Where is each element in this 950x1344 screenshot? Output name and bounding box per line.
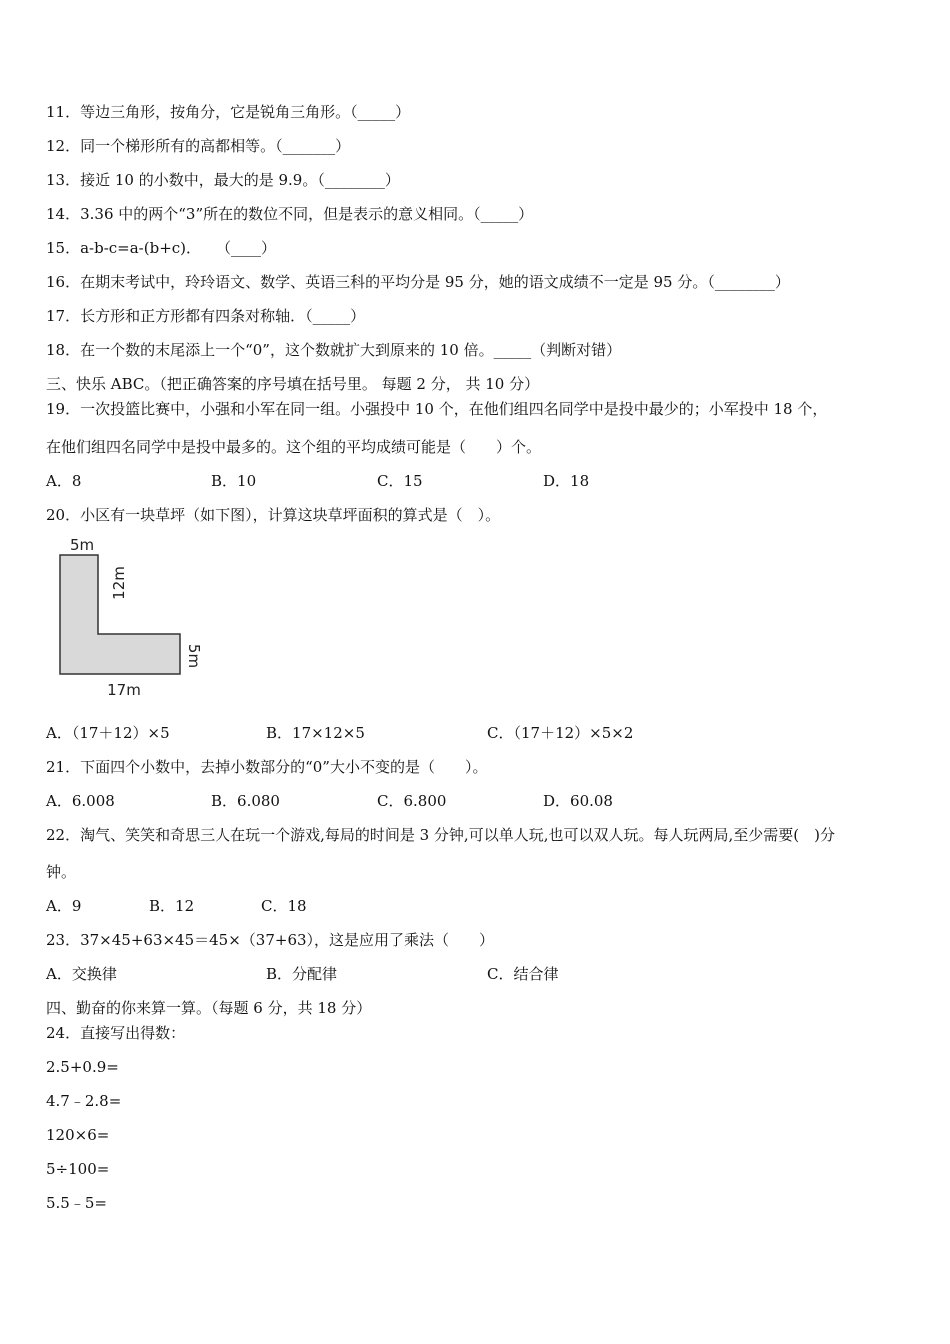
option-b: B．10 — [211, 472, 257, 490]
option-c: C．（17＋12）×5×2 — [487, 724, 634, 742]
option-c: C．6.800 — [377, 792, 447, 810]
section-4-title: 四、勤奋的你来算一算。（每题 6 分，共 18 分） — [46, 999, 372, 1017]
question-11: 11．等边三角形，按角分，它是锐角三角形。（_____） — [46, 103, 411, 121]
question-17: 17．长方形和正方形都有四条对称轴．（_____） — [46, 307, 366, 325]
section-3-title: 三、快乐 ABC。（把正确答案的序号填在括号里。 每题 2 分， 共 10 分） — [46, 375, 540, 393]
question-20: 20．小区有一块草坪（如下图），计算这块草坪面积的算式是（ ）。 — [46, 506, 501, 524]
question-12: 12．同一个梯形所有的高都相等。（_______） — [46, 137, 351, 155]
question-16: 16．在期末考试中，玲玲语文、数学、英语三科的平均分是 95 分，她的语文成绩不一定是 95 分。（________） — [46, 273, 790, 291]
question-22-line-1: 22．淘气、笑笑和奇思三人在玩一个游戏,每局的时间是 3 分钟,可以单人玩,也可以双人玩。每人玩两局,至少需要( )分 — [46, 826, 835, 844]
right-dimension-label: 5m — [185, 643, 203, 669]
option-d: D．18 — [543, 472, 590, 490]
option-d: D．60.08 — [543, 792, 613, 810]
question-22-line-2: 钟。 — [46, 863, 77, 881]
calc-item-2: 4.7﹣2.8= — [46, 1092, 122, 1110]
option-a: A．（17＋12）×5 — [46, 724, 170, 742]
question-23: 23．37×45+63×45＝45×（37+63），这是应用了乘法（ ） — [46, 931, 495, 949]
question-19-line-2: 在他们组四名同学中是投中最多的。这个组的平均成绩可能是（ ）个。 — [46, 438, 542, 456]
option-b: B．分配律 — [266, 965, 338, 983]
bottom-dimension-label: 17m — [107, 681, 141, 699]
question-18: 18．在一个数的末尾添上一个“0”，这个数就扩大到原来的 10 倍。_____（判断对错） — [46, 341, 622, 359]
option-a: A．9 — [46, 897, 82, 915]
calc-item-3: 120×6= — [46, 1126, 110, 1144]
option-b: B．17×12×5 — [266, 724, 365, 742]
option-a: A．6.008 — [46, 792, 115, 810]
top-dimension-label: 5m — [70, 536, 95, 554]
option-c: C．15 — [377, 472, 423, 490]
question-19-line-1: 19．一次投篮比赛中，小强和小军在同一组。小强投中 10 个，在他们组四名同学中是投中最少的；小军投中 18 个， — [46, 400, 828, 418]
option-a: A．8 — [46, 472, 82, 490]
question-21: 21．下面四个小数中，去掉小数部分的“0”大小不变的是（ ）。 — [46, 758, 488, 776]
left-dimension-label: 12m — [110, 566, 128, 600]
lawn-figure — [46, 534, 216, 704]
question-24: 24．直接写出得数： — [46, 1024, 186, 1042]
option-a: A．交换律 — [46, 965, 117, 983]
question-13: 13．接近 10 的小数中，最大的是 9.9。（________） — [46, 171, 400, 189]
calc-item-1: 2.5+0.9= — [46, 1058, 119, 1076]
option-b: B．6.080 — [211, 792, 280, 810]
option-c: C．结合律 — [487, 965, 559, 983]
option-b: B．12 — [149, 897, 195, 915]
question-14: 14．3.36 中的两个“3”所在的数位不同，但是表示的意义相同。（_____） — [46, 205, 534, 223]
option-c: C．18 — [261, 897, 307, 915]
question-15: 15．a-b-c=a-(b+c)． （____） — [46, 239, 277, 257]
calc-item-4: 5÷100= — [46, 1160, 110, 1178]
calc-item-5: 5.5﹣5= — [46, 1194, 107, 1212]
